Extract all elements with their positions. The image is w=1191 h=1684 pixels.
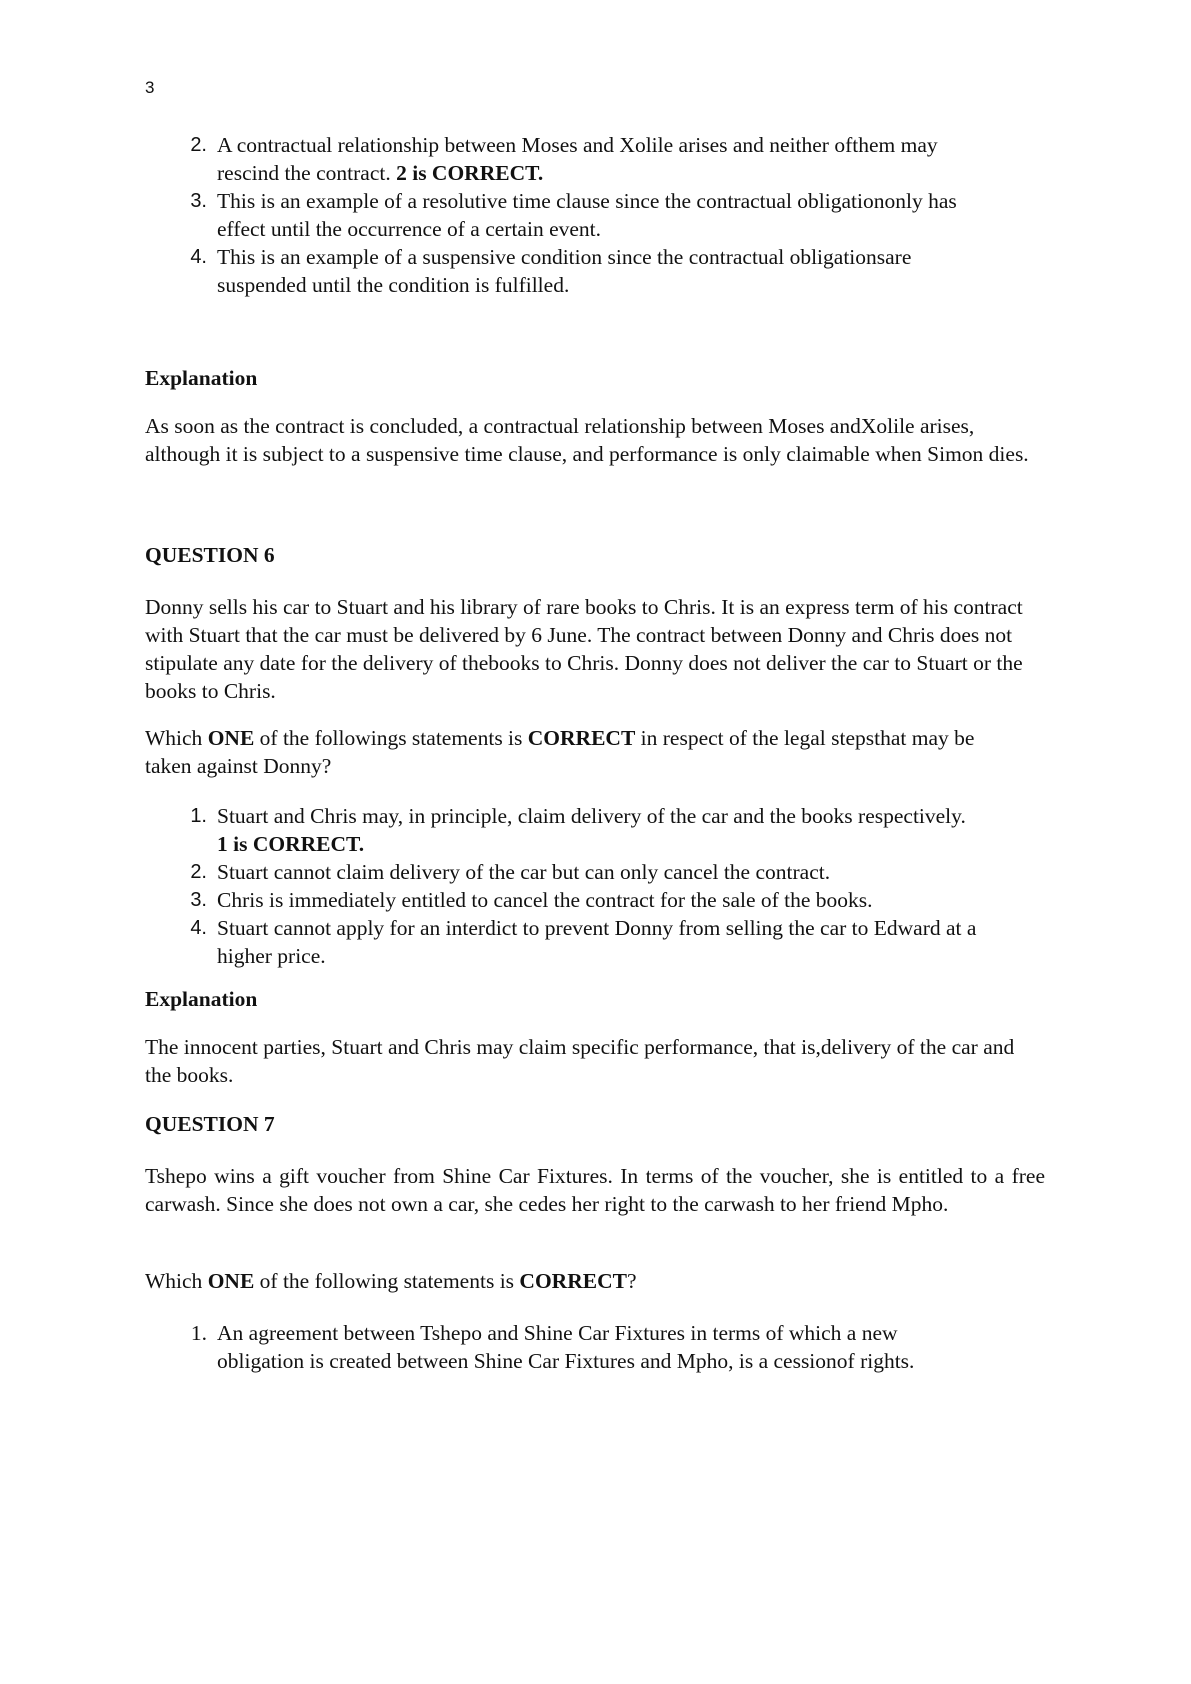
option-text: Stuart cannot apply for an interdict to prevent Donny from selling the car to Edward at a higher price. [217, 916, 977, 968]
list-item [145, 886, 1045, 914]
option-text: Stuart and Chris may, in principle, claim delivery of the car and the books respectively. 1 is CORRECT. [217, 804, 966, 856]
option-number: 4. [190, 917, 207, 939]
list-item [145, 187, 1045, 243]
question-6-options [145, 802, 1045, 970]
question-6-scenario: Donny sells his car to Stuart and his library of rare books to Chris. It is an express term of his contract with Stuart that the car must be delivered by 6 June. The contract between Donny and Chris does not stipulate any date for the delivery of thebooks to Chris. Donny does not deliver the car to Stuart or the books to Chris. [145, 595, 1023, 703]
list-item [145, 914, 1045, 970]
question-7-prompt: Which ONE of the following statements is CORRECT? [145, 1269, 637, 1293]
question-7-heading: QUESTION 7 [145, 1112, 275, 1136]
list-item [145, 243, 1045, 299]
option-number: 1. [190, 805, 207, 827]
option-number: 2. [190, 134, 207, 156]
previous-question-options [145, 131, 1045, 299]
explanation-heading: Explanation [145, 987, 258, 1011]
question-6-prompt: Which ONE of the followings statements is CORRECT in respect of the legal stepsthat may be taken against Donny? [145, 726, 975, 778]
option-text: Stuart cannot claim delivery of the car but can only cancel the contract. [217, 860, 831, 884]
correct-marker: 1 is CORRECT. [217, 832, 365, 856]
explanation-heading: Explanation [145, 366, 258, 390]
option-number: 2. [190, 861, 207, 883]
option-text: Chris is immediately entitled to cancel the contract for the sale of the books. [217, 888, 873, 912]
list-item [145, 131, 1045, 187]
page-number: 3 [145, 78, 155, 97]
explanation-text: The innocent parties, Stuart and Chris may claim specific performance, that is,delivery of the car and the books. [145, 1035, 1015, 1087]
option-text: This is an example of a suspensive condition since the contractual obligationsare suspended until the condition is fulfilled. [217, 245, 912, 297]
correct-marker: 2 is CORRECT. [396, 161, 544, 185]
list-item [145, 802, 1045, 858]
option-text: This is an example of a resolutive time clause since the contractual obligationonly has effect until the occurrence of a certain event. [217, 189, 957, 241]
option-number: 3. [190, 889, 207, 911]
option-number: 1. [190, 1321, 207, 1345]
list-item [145, 1319, 1045, 1375]
question-6-heading: QUESTION 6 [145, 543, 275, 567]
question-7-options [145, 1319, 1045, 1375]
option-text: A contractual relationship between Moses and Xolile arises and neither ofthem may rescind the contract. 2 is CORRECT. [217, 133, 938, 185]
option-number: 4. [190, 246, 207, 268]
option-number: 3. [190, 190, 207, 212]
list-item [145, 858, 1045, 886]
explanation-text: As soon as the contract is concluded, a contractual relationship between Moses andXolile arises, although it is subject to a suspensive time clause, and performance is only claimable when Simon dies. [145, 414, 1029, 466]
option-text: An agreement between Tshepo and Shine Car Fixtures in terms of which a new obligation is created between Shine Car Fixtures and Mpho, is a cessionof rights. [217, 1321, 915, 1373]
question-7-scenario: Tshepo wins a gift voucher from Shine Car Fixtures. In terms of the voucher, she is entitled to a free carwash. Since she does not own a car, she cedes her right to the carwash to her friend Mpho. [145, 1164, 1045, 1216]
